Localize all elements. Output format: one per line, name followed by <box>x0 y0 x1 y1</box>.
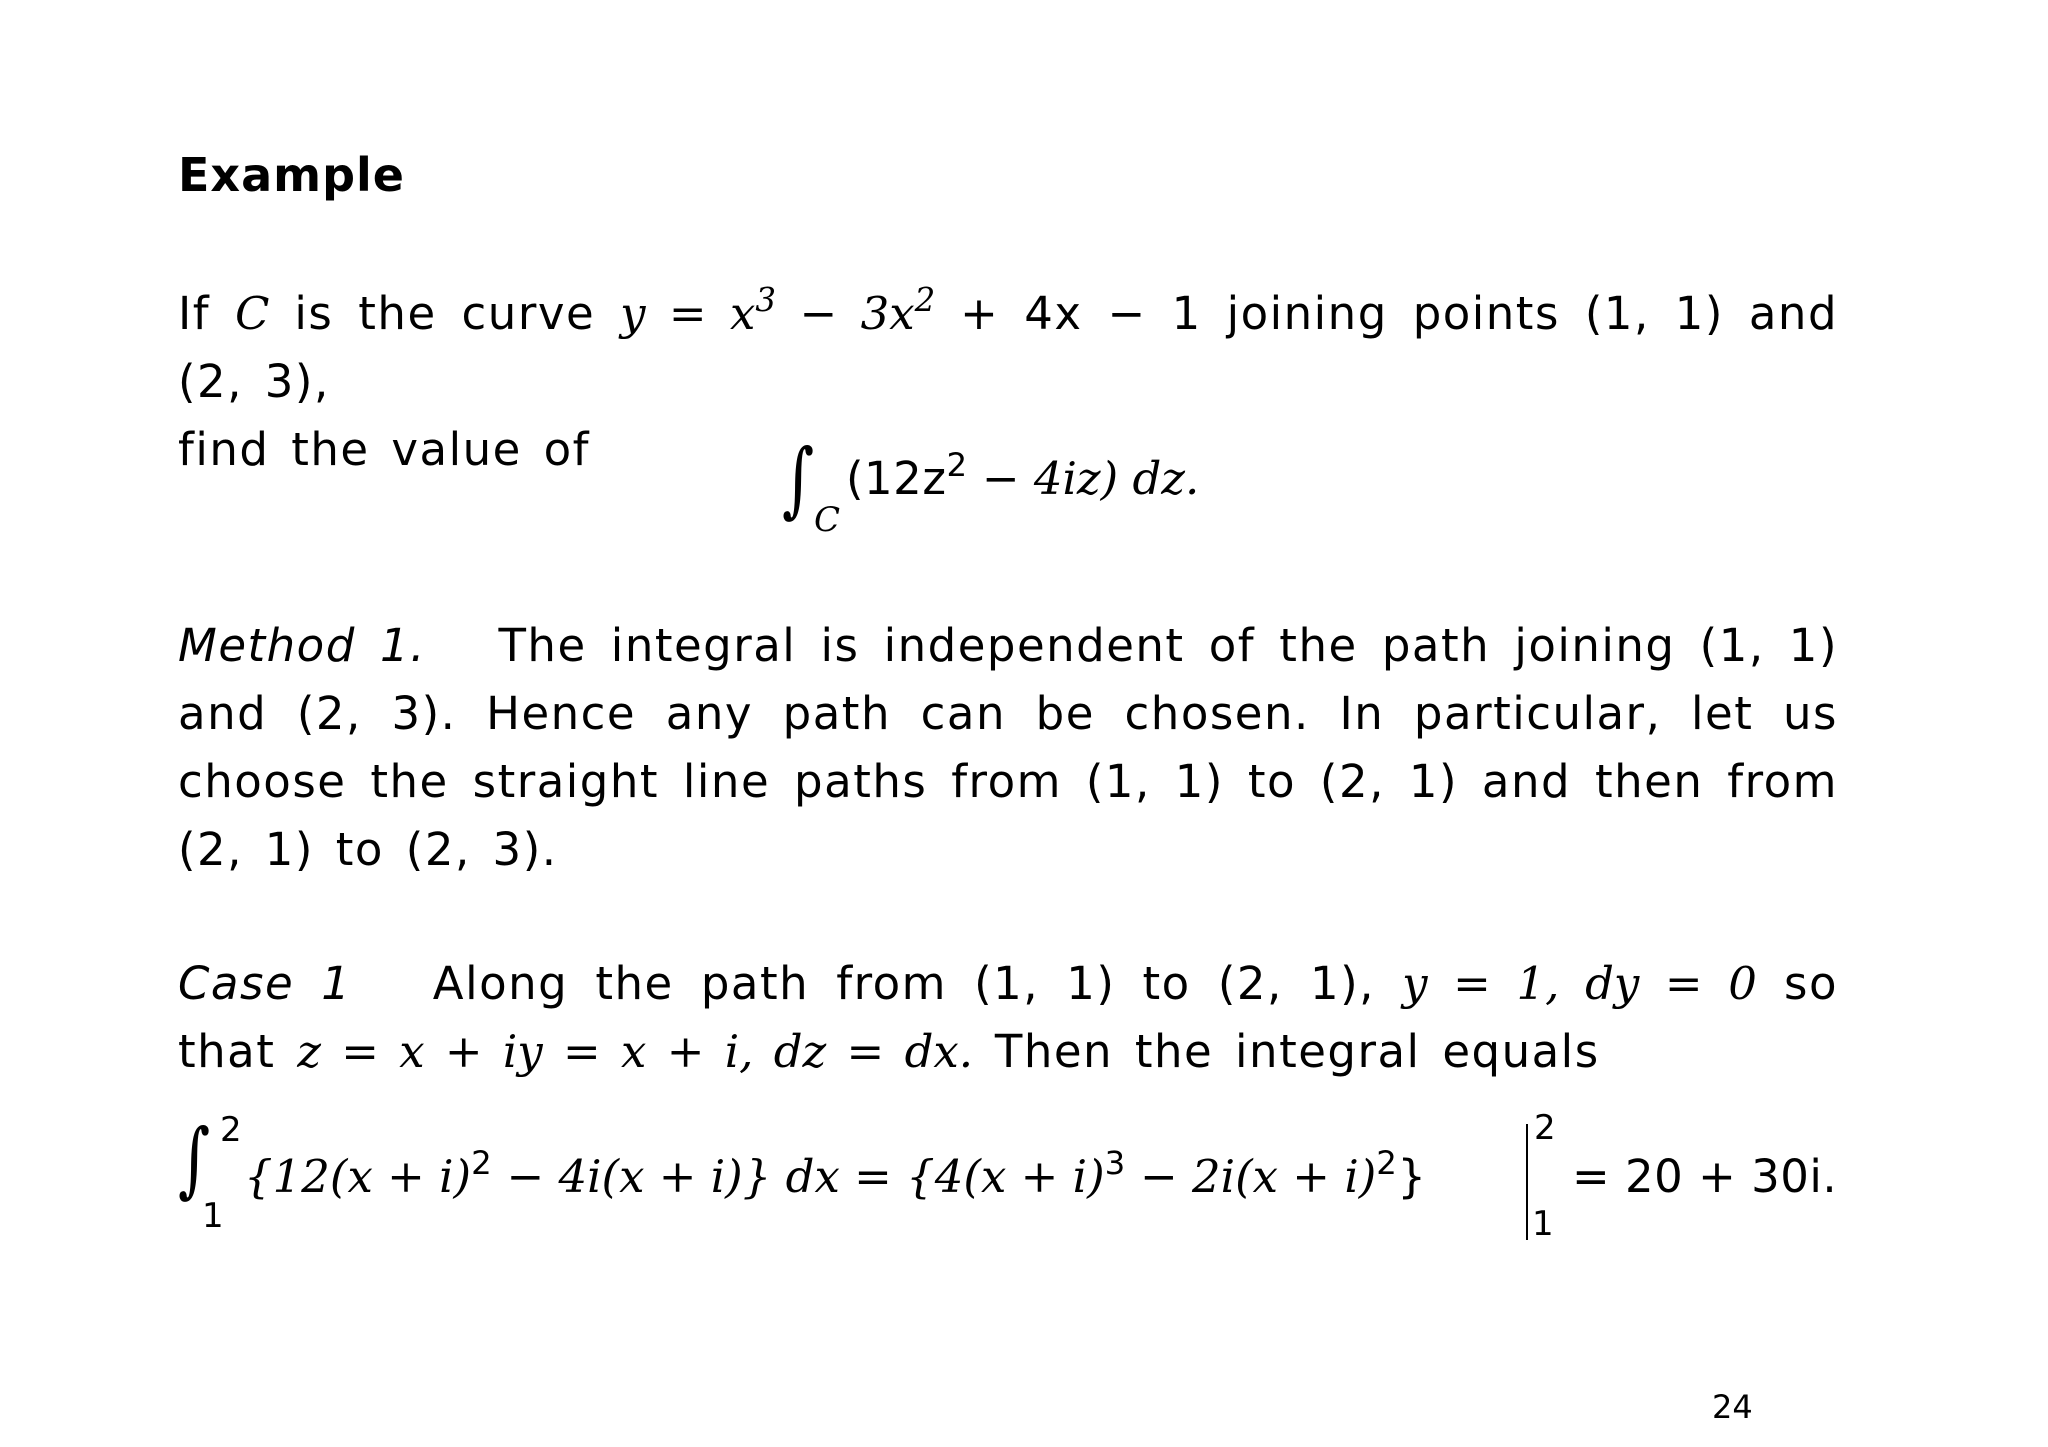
integrand: $(12z^2 - 4iz)$ dz. <box>846 446 1200 505</box>
integral-contour: C <box>814 500 841 540</box>
method-text: The integral is independent of the path joining (1, 1) and (2, 3). Hence any path can be chosen. In particular, let us choose the straight line paths from (1, 1) to (2, 1) and then from (2, 1) to (2, 3). <box>178 619 1838 876</box>
integral-sign: ∫ <box>782 432 815 527</box>
page-number: 24 <box>1712 1388 1753 1426</box>
final-equation <box>178 1108 1858 1248</box>
page-title: Example <box>178 148 405 202</box>
problem-statement: If C is the curve $y = x^3 - 3x^2 + 4x - 1$ joining points (1, 1) and (2, 3), find the value of <box>178 281 1839 476</box>
case-paragraph: Case 1 Along the path from (1, 1) to (2, 1), y = 1, dy = 0 so that z = x + iy = x + i, dz = dx. Then the integral equals <box>178 957 1839 1078</box>
integral-sign: ∫ <box>178 1112 211 1207</box>
method-paragraph <box>178 612 1838 884</box>
problem-line-2: find the value of <box>178 423 590 476</box>
final-result: = 20 + 30i. <box>1572 1150 1838 1203</box>
evaluation-bar <box>1526 1124 1528 1240</box>
final-lhs: $\{12(x + i)^2 - 4i(x + i)\}$ dx = $\{4(x + i)^3 - 2i(x + i)^2\}$ <box>244 1144 1427 1203</box>
integral-expression <box>782 432 1200 542</box>
method-label: Method 1. <box>178 619 426 672</box>
case-label: Case 1 <box>178 957 352 1010</box>
curve-symbol: C <box>235 287 270 340</box>
eval-upper-limit: 2 <box>1534 1108 1557 1148</box>
z-equation: z = x + iy = x + i, dz = dx. <box>297 1025 974 1078</box>
eval-lower-limit: 1 <box>1532 1204 1555 1244</box>
curve-equation: $y = x^3 - 3x^2$ <box>620 281 936 340</box>
lower-limit: 1 <box>202 1196 225 1236</box>
upper-limit: 2 <box>220 1110 243 1150</box>
